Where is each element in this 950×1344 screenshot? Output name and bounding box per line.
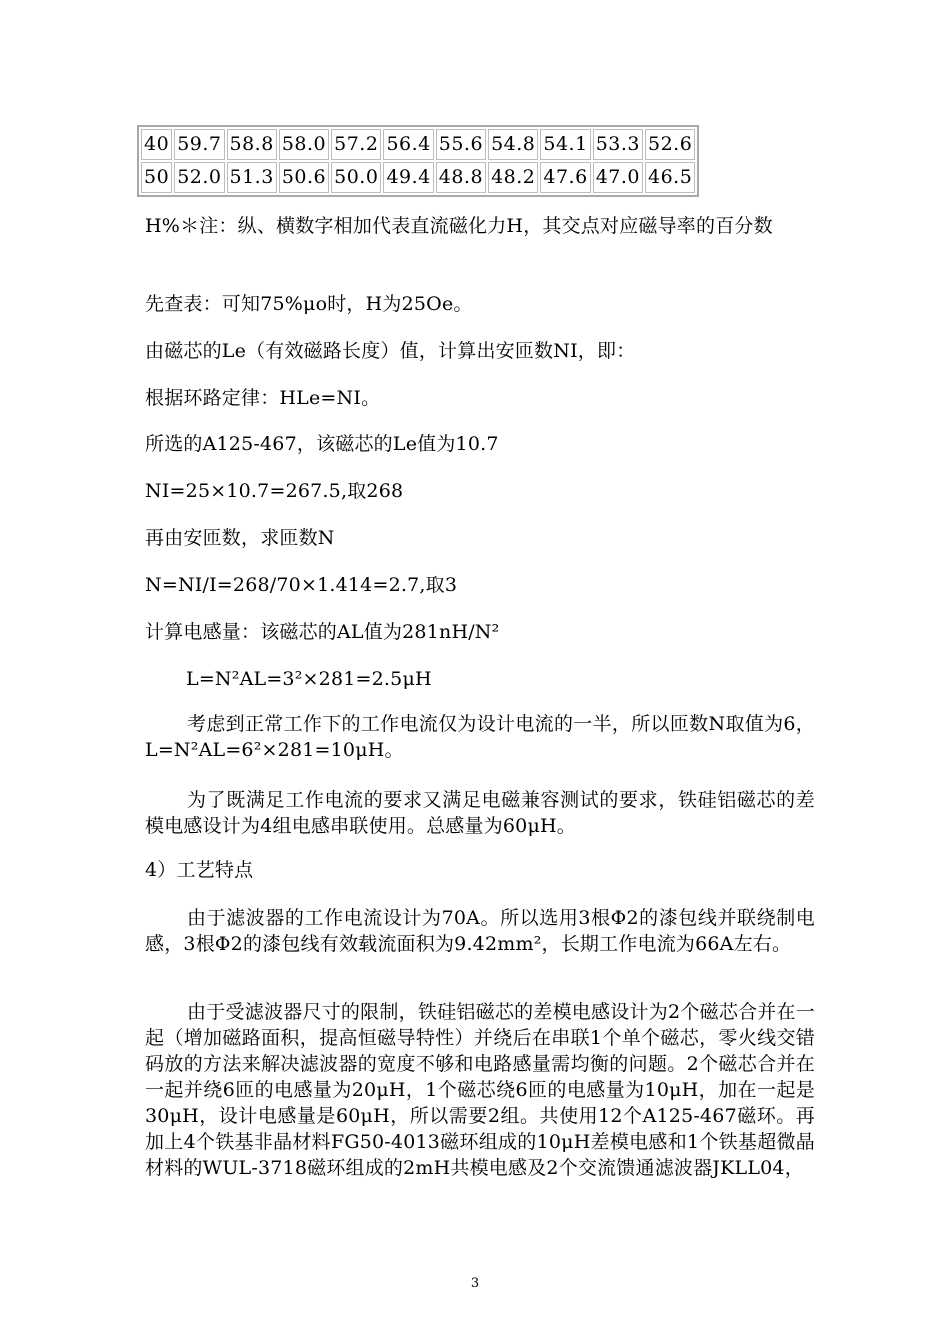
table-cell: 52.6 [645,129,695,160]
table-cell: 54.1 [540,129,590,160]
table-row [141,162,695,193]
table-cell: 46.5 [645,162,695,193]
table-cell: 47.0 [593,162,643,193]
table-cell: 49.4 [383,162,433,193]
table-cell: 57.2 [331,129,381,160]
table-cell: 50.0 [331,162,381,193]
table-cell: 48.8 [436,162,486,193]
paragraph: 考虑到正常工作下的工作电流仅为设计电流的一半，所以匝数N取值为6，L=N²AL=6²×281=10μH。 [145,713,815,761]
table-cell: 54.8 [488,129,538,160]
paragraph: 根据环路定律：HLe=NI。 [145,387,381,409]
paragraph: 由于滤波器的工作电流设计为70A。所以选用3根Φ2的漆包线并联绕制电感，3根Φ2的漆包线有效载流面积为9.42mm²，长期工作电流为66A左右。 [145,907,815,955]
paragraph: 由于受滤波器尺寸的限制，铁硅铝磁芯的差模电感设计为2个磁芯合并在一起（增加磁路面积，提高恒磁导特性）并绕后在串联1个单个磁芯，零火线交错码放的方法来解决滤波器的宽度不够和电路感量需均衡的问题。2个磁芯合并在一起并绕6匝的电感量为20μH，1个磁芯绕6匝的电感量为10μH，加在一起是30μH，设计电感量是60μH，所以需要2组。共使用12个A125-467磁环。再加上4个铁基非晶材料FG50-4013磁环组成的10μH差模电感和1个铁基超微晶材料的WUL-3718磁环组成的2mH共模电感及2个交流馈通滤波器JKLL04， [145,1001,815,1179]
paragraph: 所选的A125-467，该磁芯的Le值为10.7 [145,433,499,455]
formula: N=NI/I=268/70×1.414=2.7,取3 [145,574,458,596]
table-cell: 58.8 [227,129,277,160]
table-cell: 50.6 [279,162,329,193]
table-cell: 47.6 [540,162,590,193]
table-cell: 51.3 [227,162,277,193]
table-cell: 50 [141,162,172,193]
table-cell: 48.2 [488,162,538,193]
table-cell: 58.0 [279,129,329,160]
table-cell: 52.0 [174,162,224,193]
table-cell: 53.3 [593,129,643,160]
table-note: H%＊注：纵、横数字相加代表直流磁化力H，其交点对应磁导率的百分数 [145,215,773,237]
table-cell: 55.6 [436,129,486,160]
formula: NI=25×10.7=267.5,取268 [145,480,404,502]
table-cell: 40 [141,129,172,160]
formula: L=N²AL=3²×281=2.5μH [186,668,432,690]
paragraph: 为了既满足工作电流的要求又满足电磁兼容测试的要求，铁硅铝磁芯的差模电感设计为4组电感串联使用。总感量为60μH。 [145,789,815,837]
permeability-table [137,125,699,197]
paragraph: 再由安匝数，求匝数N [145,527,335,549]
table-cell: 59.7 [174,129,224,160]
table-cell: 56.4 [383,129,433,160]
paragraph: 先查表：可知75%μo时，H为25Oe。 [145,293,473,315]
table-row [141,129,695,160]
section-heading: 4）工艺特点 [145,859,254,881]
paragraph: 由磁芯的Le（有效磁路长度）值，计算出安匝数NI，即： [145,340,636,362]
paragraph: 计算电感量：该磁芯的AL值为281nH/N² [145,621,500,643]
page-number: 3 [470,1276,480,1291]
